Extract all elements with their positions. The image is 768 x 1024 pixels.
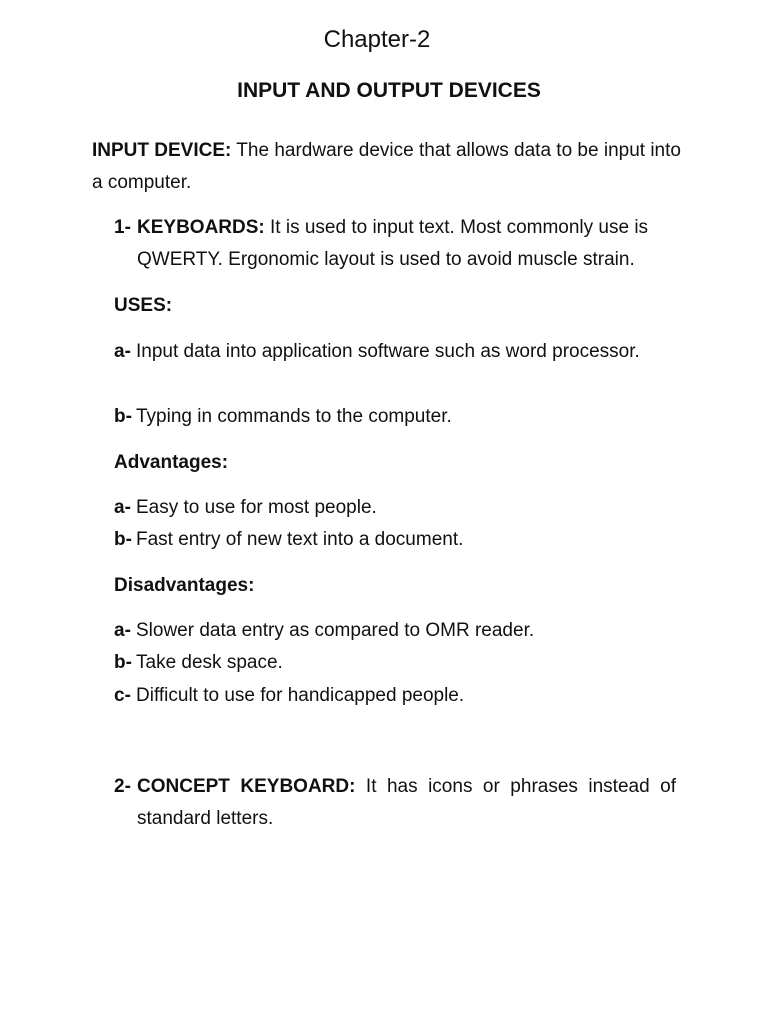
list-text: Typing in commands to the computer. [136,406,452,427]
list-item [114,336,676,368]
input-device-term: INPUT DEVICE: [92,140,232,161]
keyboards-text: It is used to input text. Most commonly use is QWERTY. Ergonomic layout is used to avoid muscle strain. [137,217,649,270]
list-marker: b- [114,652,132,673]
concept-keyboard-number: 2- [114,776,131,797]
input-device-text: The hardware device that allows data to be input into a computer. [92,140,681,193]
list-marker: a- [114,497,131,518]
list-item [114,524,676,556]
list-marker: b- [114,406,132,427]
concept-keyboard-term: CONCEPT KEYBOARD: [137,776,356,797]
list-marker: a- [114,341,131,362]
keyboards-term: KEYBOARDS: [137,217,265,238]
keyboards-section [114,212,676,276]
list-item [114,401,676,433]
list-text: Difficult to use for handicapped people. [136,685,465,706]
disadvantages-heading: Disadvantages: [114,575,255,596]
list-marker: c- [114,685,131,706]
list-text: Take desk space. [136,652,283,673]
uses-heading: USES: [114,295,173,316]
list-text: Easy to use for most people. [136,497,377,518]
keyboards-number: 1- [114,217,131,238]
list-marker: b- [114,529,132,550]
advantages-heading: Advantages: [114,452,229,473]
list-item [114,615,676,647]
list-text: Fast entry of new text into a document. [136,529,464,550]
list-item [114,492,676,524]
list-item [114,680,676,712]
concept-keyboard-text: It has icons or phrases instead of standard letters. [137,776,676,829]
list-text: Slower data entry as compared to OMR reader. [136,620,535,641]
chapter-label: Chapter-2 [323,26,431,53]
page-title: INPUT AND OUTPUT DEVICES [237,79,541,102]
list-text: Input data into application software such as word processor. [136,341,640,362]
list-marker: a- [114,620,131,641]
input-device-definition [92,135,682,199]
list-item [114,647,676,679]
concept-keyboard-section [114,771,676,835]
